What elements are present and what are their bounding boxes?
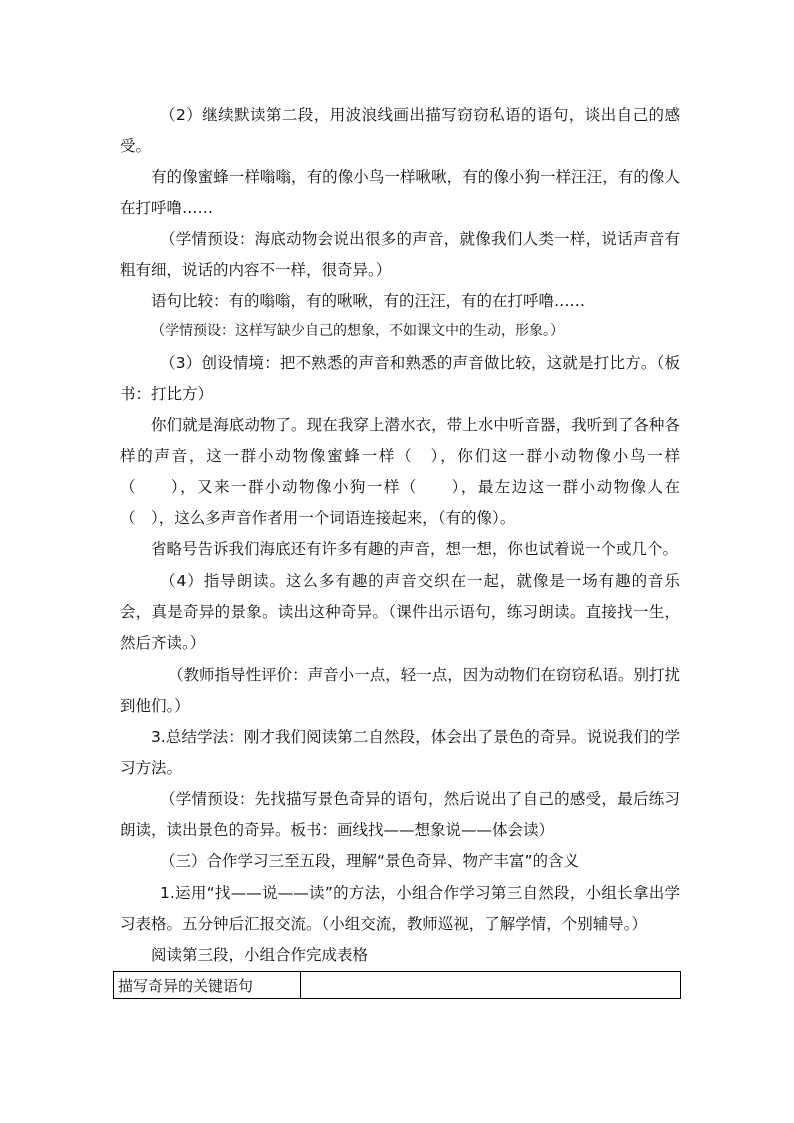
table-cell-answer — [301, 972, 681, 999]
paragraph-step-3: （3）创设情境：把不熟悉的声音和熟悉的声音做比较，这就是打比方。（板书：打比方） — [120, 354, 680, 403]
paragraph-sentence-compare: 语句比较：有的嗡嗡，有的啾啾，有的汪汪，有的在打呼噜…… — [151, 292, 586, 310]
paragraph-ellipsis: 省略号告诉我们海底还有许多有趣的声音，想一想，你也试着说一个或几个。 — [151, 540, 679, 558]
paragraph-preset-3: （学情预设：先找描写景色奇异的语句，然后说出了自己的感受，最后练习朗读，读出景色的奇异。板书：画线找——想象说——体会读） — [120, 790, 680, 839]
paragraph-summary: 3.总结学法：刚才我们阅读第二自然段，体会出了景色的奇异。说说我们的学习方法。 — [120, 728, 680, 777]
paragraph-preset-1: （学情预设：海底动物会说出很多的声音，就像我们人类一样，说话声音有粗有细，说话的内容不一样，很奇异。） — [120, 230, 680, 279]
paragraph-table-intro: 阅读第三段，小组合作完成表格 — [151, 946, 369, 964]
paragraph-preset-2: （学情预设：这样写缺少自己的想象，不如课文中的生动，形象。） — [151, 323, 564, 339]
paragraph-step-2: （2）继续默读第二段，用波浪线画出描写窃窃私语的语句，谈出自己的感受。 — [120, 106, 680, 155]
table-cell-label: 描写奇异的关键语句 — [114, 972, 301, 999]
section-heading-3: （三）合作学习三至五段，理解“景色奇异、物产丰富”的含义 — [160, 852, 580, 870]
table-row — [114, 972, 681, 999]
study-table — [113, 971, 681, 999]
paragraph-step-4: （4）指导朗读。这么多有趣的声音交织在一起，就像是一场有趣的音乐会，真是奇异的景象。读出这种奇异。（课件出示语句，练习朗读。直接找一生，然后齐读。） — [120, 572, 680, 652]
paragraph-teacher-eval: （教师指导性评价：声音小一点，轻一点，因为动物们在窃窃私语。别打扰到他们。） — [120, 666, 680, 715]
paragraph-group-study: 1.运用“找——说——读”的方法，小组合作学习第三自然段，小组长拿出学习表格。五分钟后汇报交流。（小组交流，教师巡视，了解学情，个别辅导。） — [120, 884, 680, 933]
paragraph-quote-sounds: 有的像蜜蜂一样嗡嗡，有的像小鸟一样啾啾，有的像小狗一样汪汪，有的像人在打呼噜…… — [120, 168, 680, 217]
paragraph-sea-animals: 你们就是海底动物了。现在我穿上潜水衣，带上水中听音器，我听到了各种各样的声音，这一群小动物像蜜蜂一样（ ），你们这一群小动物像小鸟一样（ ），又来一群小动物像小狗一样（ ），最左边这一群小动物像人在（ ），这么多声音作者用一个词语连接起来，（有的像）。 — [120, 416, 680, 527]
